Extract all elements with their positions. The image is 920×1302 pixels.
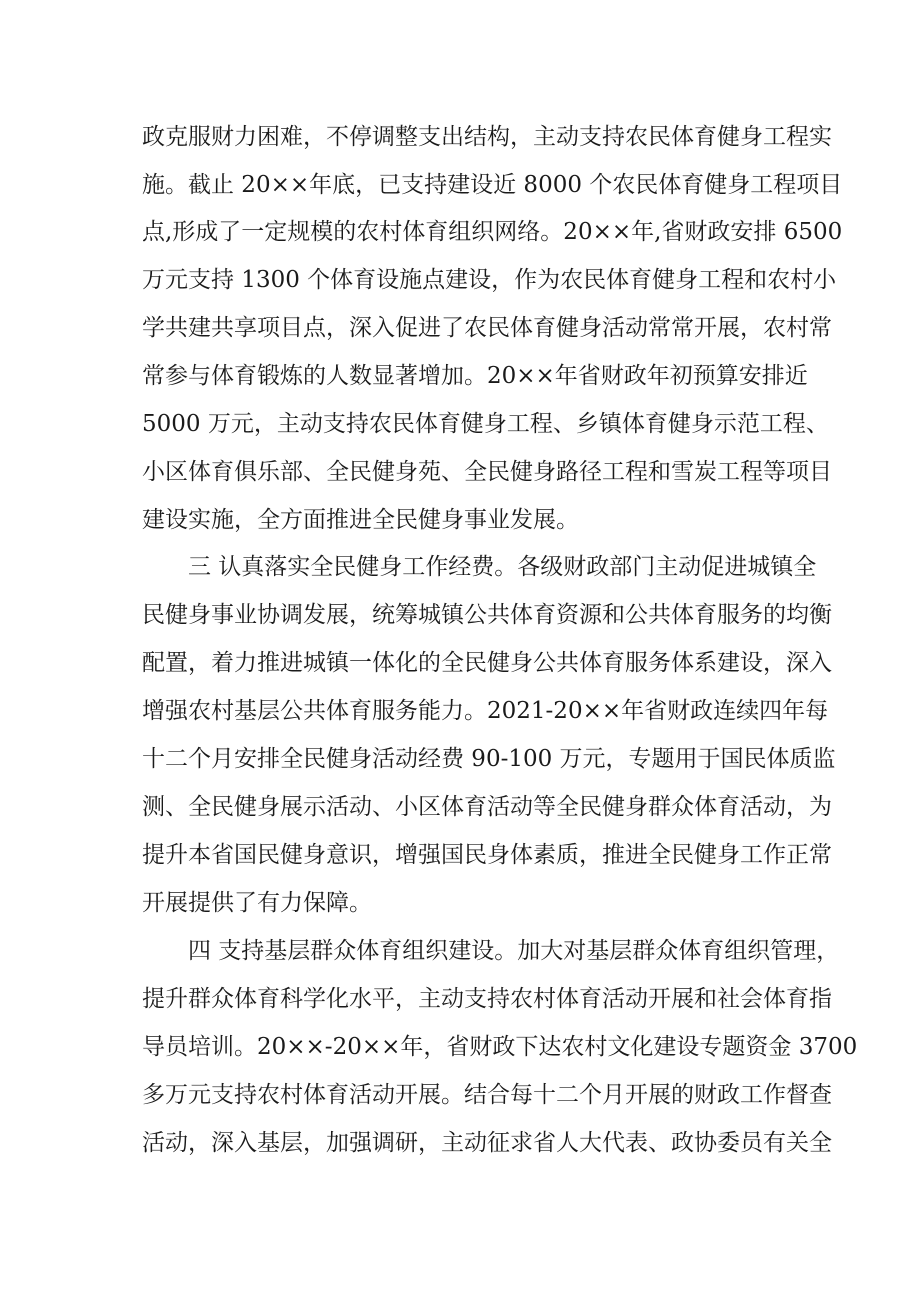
text-line: 点,形成了一定规模的农村体育组织网络。20××年,省财政安排 6500: [142, 219, 843, 245]
text-line: 测、全民健身展示活动、小区体育活动等全民健身群众体育活动，为: [142, 794, 832, 820]
text-line: 常参与体育锻炼的人数显著增加。20××年省财政年初预算安排近: [142, 363, 808, 389]
text-line: 政克服财力困难，不停调整支出结构，主动支持农民体育健身工程实: [142, 124, 832, 150]
text-line: 建设实施，全方面推进全民健身事业发展。: [142, 507, 579, 533]
text-line: 学共建共享项目点，深入促进了农民体育健身活动常常开展，农村常: [142, 315, 832, 341]
section-three-heading-line: 三 认真落实全民健身工作经费。各级财政部门主动促进城镇全: [188, 554, 817, 580]
text-line: 5000 万元，主动支持农民体育健身工程、乡镇体育健身示范工程、: [142, 411, 829, 437]
text-line: 增强农村基层公共体育服务能力。2021-20××年省财政连续四年每: [142, 698, 829, 724]
text-line: 提升本省国民健身意识，增强国民身体素质，推进全民健身工作正常: [142, 842, 832, 868]
text-line: 十二个月安排全民健身活动经费 90-100 万元，专题用于国民体质监: [142, 746, 836, 772]
section-four-heading-line: 四 支持基层群众体育组织建设。加大对基层群众体育组织管理，: [188, 938, 840, 964]
text-line: 开展提供了有力保障。: [142, 890, 372, 916]
text-line: 施。截止 20××年底，已支持建设近 8000 个农民体育健身工程项目: [142, 172, 843, 198]
text-line: 导员培训。20××-20××年，省财政下达农村文化建设专题资金 3700: [142, 1034, 858, 1060]
text-line: 小区体育俱乐部、全民健身苑、全民健身路径工程和雪炭工程等项目: [142, 459, 832, 485]
text-line: 多万元支持农村体育活动开展。结合每十二个月开展的财政工作督查: [142, 1082, 832, 1108]
text-line: 配置，着力推进城镇一体化的全民健身公共体育服务体系建设，深入: [142, 650, 832, 676]
text-line: 万元支持 1300 个体育设施点建设，作为农民体育健身工程和农村小: [142, 267, 837, 293]
text-line: 提升群众体育科学化水平，主动支持农村体育活动开展和社会体育指: [142, 986, 832, 1012]
text-line: 活动，深入基层，加强调研，主动征求省人大代表、政协委员有关全: [142, 1130, 832, 1156]
text-line: 民健身事业协调发展，统筹城镇公共体育资源和公共体育服务的均衡: [142, 602, 832, 628]
